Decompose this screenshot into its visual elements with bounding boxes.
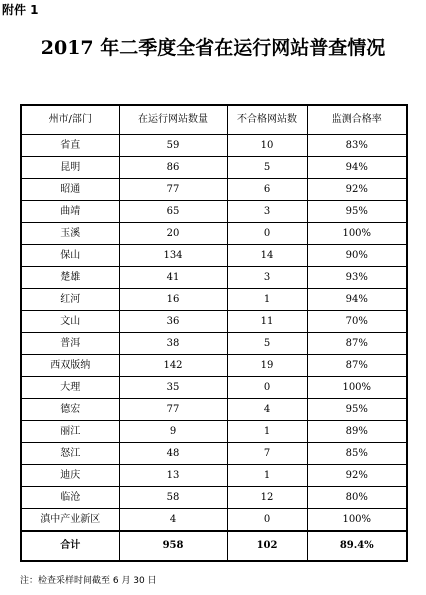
cell-region: 临沧 (21, 487, 119, 509)
cell-region: 楚雄 (21, 267, 119, 289)
cell-failed-sites: 12 (227, 487, 307, 509)
cell-region: 丽江 (21, 421, 119, 443)
cell-running-sites: 41 (119, 267, 227, 289)
cell-region: 玉溪 (21, 223, 119, 245)
cell-failed-sites: 5 (227, 333, 307, 355)
cell-running-sites: 48 (119, 443, 227, 465)
table-row (21, 311, 407, 333)
cell-running-sites: 77 (119, 179, 227, 201)
cell-pass-rate: 95% (307, 201, 407, 223)
attachment-label: 附件 1 (2, 3, 39, 17)
cell-pass-rate: 87% (307, 333, 407, 355)
cell-failed-sites: 7 (227, 443, 307, 465)
header-failed-sites: 不合格网站数 (227, 105, 307, 135)
cell-region: 昆明 (21, 157, 119, 179)
cell-failed-sites: 10 (227, 135, 307, 157)
document-title: 2017 年二季度全省在运行网站普查情况 (40, 37, 386, 59)
cell-region: 德宏 (21, 399, 119, 421)
total-pass-rate: 89.4% (307, 531, 407, 561)
cell-failed-sites: 0 (227, 223, 307, 245)
table-row (21, 487, 407, 509)
cell-failed-sites: 4 (227, 399, 307, 421)
table-row (21, 509, 407, 532)
cell-running-sites: 142 (119, 355, 227, 377)
cell-region: 省直 (21, 135, 119, 157)
cell-region: 普洱 (21, 333, 119, 355)
cell-running-sites: 77 (119, 399, 227, 421)
cell-region: 西双版纳 (21, 355, 119, 377)
cell-running-sites: 16 (119, 289, 227, 311)
total-running-sites: 958 (119, 531, 227, 561)
cell-failed-sites: 0 (227, 509, 307, 532)
header-region: 州市/部门 (21, 105, 119, 135)
cell-region: 保山 (21, 245, 119, 267)
cell-pass-rate: 94% (307, 157, 407, 179)
table-row (21, 179, 407, 201)
table-row (21, 267, 407, 289)
table-row (21, 399, 407, 421)
cell-running-sites: 9 (119, 421, 227, 443)
table-row (21, 333, 407, 355)
table-row (21, 157, 407, 179)
cell-pass-rate: 100% (307, 223, 407, 245)
table-header-row (21, 105, 407, 135)
table-body (21, 135, 407, 532)
cell-running-sites: 65 (119, 201, 227, 223)
cell-pass-rate: 89% (307, 421, 407, 443)
cell-running-sites: 4 (119, 509, 227, 532)
cell-pass-rate: 80% (307, 487, 407, 509)
cell-region: 文山 (21, 311, 119, 333)
cell-failed-sites: 1 (227, 465, 307, 487)
cell-pass-rate: 93% (307, 267, 407, 289)
cell-region: 昭通 (21, 179, 119, 201)
cell-running-sites: 20 (119, 223, 227, 245)
cell-region: 曲靖 (21, 201, 119, 223)
total-failed-sites: 102 (227, 531, 307, 561)
cell-pass-rate: 100% (307, 377, 407, 399)
cell-region: 迪庆 (21, 465, 119, 487)
cell-pass-rate: 83% (307, 135, 407, 157)
cell-region: 滇中产业新区 (21, 509, 119, 532)
table-row (21, 355, 407, 377)
table-row (21, 465, 407, 487)
total-row (21, 531, 407, 561)
cell-failed-sites: 0 (227, 377, 307, 399)
cell-pass-rate: 87% (307, 355, 407, 377)
cell-region: 红河 (21, 289, 119, 311)
table-row (21, 135, 407, 157)
cell-failed-sites: 6 (227, 179, 307, 201)
cell-region: 大理 (21, 377, 119, 399)
website-survey-table (20, 104, 408, 562)
cell-failed-sites: 11 (227, 311, 307, 333)
cell-failed-sites: 1 (227, 289, 307, 311)
cell-running-sites: 134 (119, 245, 227, 267)
cell-running-sites: 38 (119, 333, 227, 355)
cell-pass-rate: 85% (307, 443, 407, 465)
cell-region: 怒江 (21, 443, 119, 465)
cell-pass-rate: 92% (307, 179, 407, 201)
table-row (21, 443, 407, 465)
cell-running-sites: 35 (119, 377, 227, 399)
cell-pass-rate: 92% (307, 465, 407, 487)
footnote: 注：检查采样时间截至 6 月 30 日 (20, 576, 157, 586)
cell-pass-rate: 70% (307, 311, 407, 333)
cell-pass-rate: 100% (307, 509, 407, 532)
cell-failed-sites: 19 (227, 355, 307, 377)
cell-failed-sites: 1 (227, 421, 307, 443)
cell-failed-sites: 3 (227, 267, 307, 289)
header-running-sites: 在运行网站数量 (119, 105, 227, 135)
cell-pass-rate: 90% (307, 245, 407, 267)
cell-running-sites: 36 (119, 311, 227, 333)
total-label: 合计 (21, 531, 119, 561)
table-row (21, 201, 407, 223)
cell-failed-sites: 3 (227, 201, 307, 223)
cell-failed-sites: 5 (227, 157, 307, 179)
cell-failed-sites: 14 (227, 245, 307, 267)
table-row (21, 377, 407, 399)
cell-pass-rate: 95% (307, 399, 407, 421)
cell-pass-rate: 94% (307, 289, 407, 311)
cell-running-sites: 59 (119, 135, 227, 157)
table-row (21, 421, 407, 443)
cell-running-sites: 58 (119, 487, 227, 509)
header-pass-rate: 监测合格率 (307, 105, 407, 135)
table-row (21, 289, 407, 311)
cell-running-sites: 13 (119, 465, 227, 487)
cell-running-sites: 86 (119, 157, 227, 179)
table-row (21, 245, 407, 267)
table-row (21, 223, 407, 245)
